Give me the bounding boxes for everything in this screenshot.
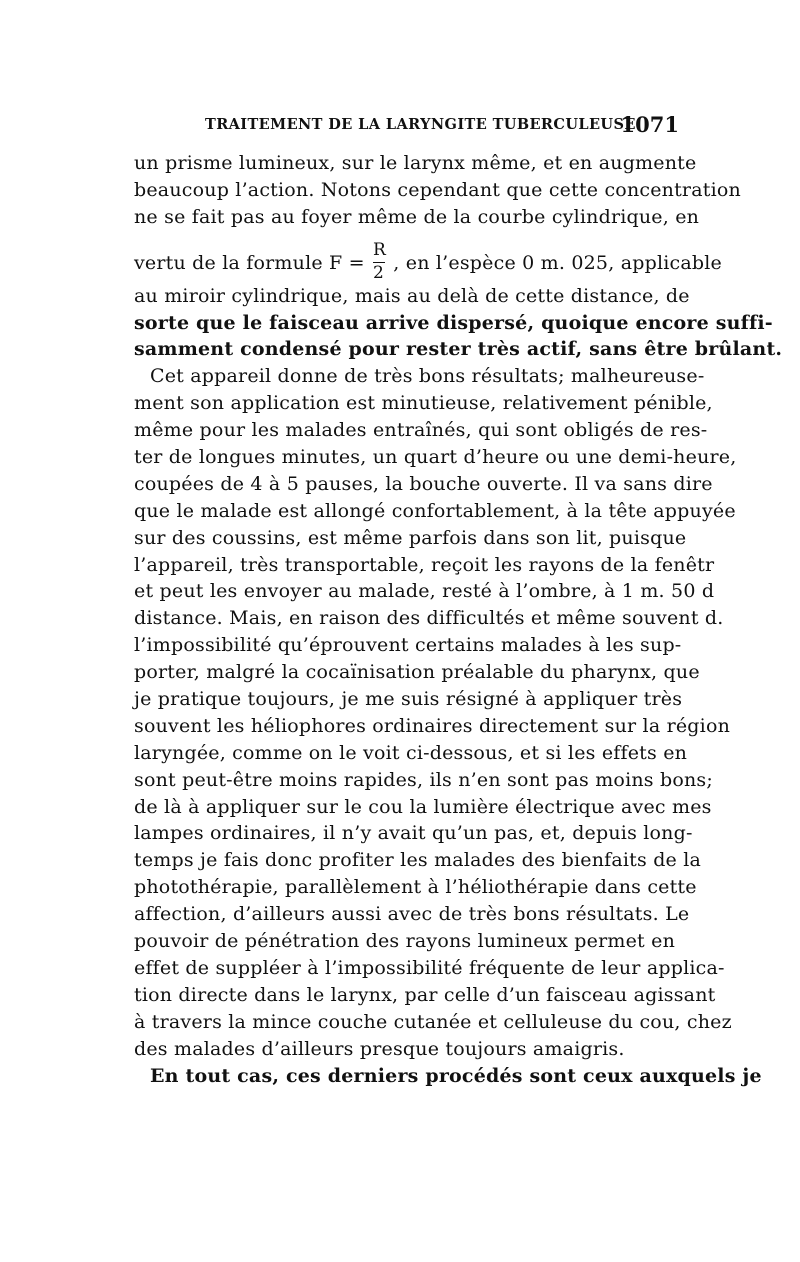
page-header (205, 112, 679, 140)
text-line: ne se fait pas au foyer même de la courbe cylindrique, en (134, 205, 700, 228)
text-line: ter de longues minutes, un quart d’heure ou une demi-heure, (134, 446, 737, 469)
formula-numerator: R (373, 239, 387, 260)
text-line: un prisme lumineux, sur le larynx même, et en augmente (134, 152, 697, 174)
text-line: temps je fais donc profiter les malades des bienfaits de la (134, 849, 702, 872)
page-number: 1071 (620, 112, 679, 137)
text-line: beaucoup l’action. Notons cependant que cette concentration (134, 178, 741, 201)
running-title: TRAITEMENT DE LA LARYNGITE TUBERCULEUSE (205, 116, 636, 133)
text-line: samment condensé pour rester très actif, sans être brûlant. (134, 338, 783, 361)
text-line: coupées de 4 à 5 pauses, la bouche ouverte. Il va sans dire (134, 472, 713, 495)
paragraph-start: Cet appareil donne de très bons résultats; malheureuse- (150, 365, 705, 388)
text-line: sorte que le faisceau arrive dispersé, quoique encore suffi- (134, 311, 773, 334)
text-line: que le malade est allongé confortablement, à la tête appuyée (134, 499, 736, 522)
text-line: même pour les malades entraînés, qui sont obligés de res- (134, 419, 708, 442)
text-line: ment son application est minutieuse, relativement pénible, (134, 392, 713, 415)
text-line: à travers la mince couche cutanée et celluleuse du cou, chez (134, 1010, 732, 1033)
text-line: et peut les envoyer au malade, resté à l’ombre, à 1 m. 50 d (134, 580, 715, 603)
formula-text-after: , en l’espèce 0 m. 025, applicable (393, 251, 722, 274)
text-line: laryngée, comme on le voit ci-dessous, et si les effets en (134, 741, 688, 764)
text-line: au miroir cylindrique, mais au delà de cette distance, de (134, 284, 690, 307)
text-line: lampes ordinaires, il n’y avait qu’un pas, et, depuis long- (134, 822, 693, 845)
text-line: effet de suppléer à l’impossibilité fréquente de leur applica- (134, 956, 725, 979)
text-line: je pratique toujours, je me suis résigné à appliquer très (134, 688, 683, 711)
text-line: sur des coussins, est même parfois dans son lit, puisque (134, 526, 687, 549)
text-line: distance. Mais, en raison des difficultés et même souvent d. (134, 607, 724, 630)
text-line: l’appareil, très transportable, reçoit les rayons de la fenêtr (134, 553, 715, 576)
body-text (134, 150, 783, 1089)
formula-line (134, 231, 722, 283)
text-line: sont peut-être moins rapides, ils n’en sont pas moins bons; (134, 768, 713, 791)
text-line: tion directe dans le larynx, par celle d’un faisceau agissant (134, 983, 716, 1006)
text-line: de là à appliquer sur le cou la lumière électrique avec mes (134, 795, 712, 818)
text-line: l’impossibilité qu’éprouvent certains malades à les sup- (134, 634, 682, 657)
text-line: pouvoir de pénétration des rayons lumineux permet en (134, 930, 676, 953)
paragraph-end: des malades d’ailleurs presque toujours amaigris. (134, 1037, 625, 1060)
text-line: porter, malgré la cocaïnisation préalable du pharynx, que (134, 661, 700, 684)
text-line: souvent les héliophores ordinaires directement sur la région (134, 714, 731, 737)
formula-denominator: 2 (373, 262, 385, 283)
text-line: affection, d’ailleurs aussi avec de très bons résultats. Le (134, 903, 690, 926)
formula-text-before: vertu de la formule F = (134, 251, 365, 274)
formula-fraction (373, 239, 387, 284)
text-line: photothérapie, parallèlement à l’héliothérapie dans cette (134, 876, 697, 899)
paragraph-start: En tout cas, ces derniers procédés sont ceux auxquels je (150, 1064, 762, 1087)
